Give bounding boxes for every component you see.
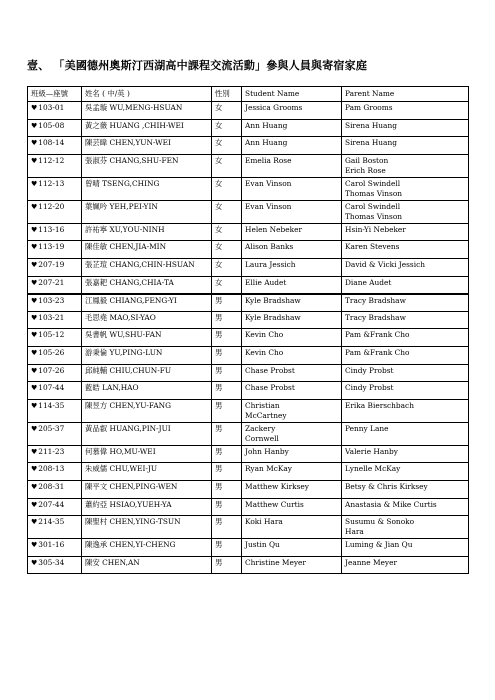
column-header-gender: 性別 <box>212 87 242 102</box>
student-name-line: Kevin Cho <box>245 330 284 340</box>
name-cell: 邱純輔 CHIU,CHUN-FU <box>82 364 212 382</box>
table-row <box>28 463 469 481</box>
student-name-cell <box>242 137 342 155</box>
student-name-cell <box>242 241 342 259</box>
student-name-cell <box>242 276 342 294</box>
class-seat-cell <box>28 399 82 422</box>
student-name-cell <box>242 399 342 422</box>
student-name-line: Zackery <box>245 423 276 433</box>
student-name-line: Chase Probst <box>245 365 295 375</box>
table-row <box>28 177 469 200</box>
gender-cell: 女 <box>212 137 242 155</box>
heart-icon: ♥ <box>31 500 38 509</box>
parent-name-cell <box>342 311 469 329</box>
table-row <box>28 382 469 400</box>
parent-name-cell <box>342 346 469 364</box>
name-cell: 何慕偉 HO,MU-WEI <box>82 445 212 463</box>
class-seat-text: 114-35 <box>38 400 65 410</box>
name-cell: 朱威儒 CHU,WEI-JU <box>82 463 212 481</box>
parent-name-cell <box>342 200 469 223</box>
parent-name-line: Hsin-Yi Nebeker <box>345 224 406 234</box>
class-seat-cell <box>28 177 82 200</box>
heart-icon: ♥ <box>31 278 38 287</box>
student-name-cell <box>242 516 342 539</box>
student-name-cell <box>242 154 342 177</box>
class-seat-cell <box>28 346 82 364</box>
name-cell: 蕭約亞 HSIAO,YUEH-YA <box>82 498 212 516</box>
roster-body <box>28 102 469 574</box>
table-row <box>28 102 469 120</box>
student-name-cell <box>242 364 342 382</box>
table-row <box>28 422 469 445</box>
gender-cell: 男 <box>212 399 242 422</box>
student-name-cell <box>242 258 342 276</box>
name-cell: 曾晴 TSENG,CHING <box>82 177 212 200</box>
parent-name-cell <box>342 177 469 200</box>
class-seat-text: 105-08 <box>38 120 65 130</box>
name-cell: 張芷瑄 CHANG,CHIN-HSUAN <box>82 258 212 276</box>
student-name-cell <box>242 539 342 557</box>
class-seat-cell <box>28 463 82 481</box>
table-row <box>28 200 469 223</box>
table-row <box>28 137 469 155</box>
class-seat-cell <box>28 556 82 574</box>
name-cell: 黃品叡 HUANG,PIN-JUI <box>82 422 212 445</box>
parent-name-cell <box>342 154 469 177</box>
class-seat-cell <box>28 241 82 259</box>
parent-name-line: Cindy Probst <box>345 383 394 393</box>
student-name-cell <box>242 200 342 223</box>
student-name-line: Evan Vinson <box>245 201 292 211</box>
parent-name-line: Pam &Frank Cho <box>345 347 410 357</box>
gender-cell: 男 <box>212 498 242 516</box>
student-name-cell <box>242 480 342 498</box>
column-header-name: 姓名 ( 中/英 ) <box>82 87 212 102</box>
class-seat-cell <box>28 445 82 463</box>
parent-name-line: David & Vicki Jessich <box>345 259 425 269</box>
parent-name-cell <box>342 445 469 463</box>
class-seat-cell <box>28 223 82 241</box>
name-cell: 黃之薇 HUANG ,CHIH-WEI <box>82 119 212 137</box>
class-seat-cell <box>28 382 82 400</box>
heart-icon: ♥ <box>31 225 38 234</box>
parent-name-line: Susumu & Sonoko <box>345 517 415 527</box>
heart-icon: ♥ <box>31 243 38 252</box>
parent-name-cell <box>342 399 469 422</box>
column-header-student: Student Name <box>242 87 342 102</box>
parent-name-line: Gail Boston <box>345 155 389 165</box>
class-seat-text: 205-37 <box>38 423 65 433</box>
heart-icon: ♥ <box>31 313 38 322</box>
heart-icon: ♥ <box>31 447 38 456</box>
table-row <box>28 294 469 312</box>
student-name-line: McCartney <box>245 410 287 420</box>
heart-icon: ♥ <box>31 121 38 130</box>
heart-icon: ♥ <box>31 465 38 474</box>
name-cell: 陳芸暐 CHEN,YUN-WEI <box>82 137 212 155</box>
gender-cell: 男 <box>212 311 242 329</box>
table-row <box>28 346 469 364</box>
gender-cell: 女 <box>212 258 242 276</box>
name-cell: 游秉倫 YU,PING-LUN <box>82 346 212 364</box>
gender-cell: 男 <box>212 539 242 557</box>
class-seat-text: 103-21 <box>38 312 65 322</box>
student-name-line: Ann Huang <box>245 120 288 130</box>
student-name-cell <box>242 463 342 481</box>
class-seat-cell <box>28 539 82 557</box>
parent-name-cell <box>342 294 469 312</box>
student-name-cell <box>242 382 342 400</box>
name-cell: 毛思堯 MAO,SI-YAO <box>82 311 212 329</box>
student-name-line: Chase Probst <box>245 383 295 393</box>
gender-cell: 女 <box>212 119 242 137</box>
parent-name-line: Betsy & Chris Kirksey <box>345 481 428 491</box>
class-seat-text: 108-14 <box>38 138 65 148</box>
class-seat-cell <box>28 422 82 445</box>
student-name-line: Cornwell <box>245 433 279 443</box>
gender-cell: 女 <box>212 223 242 241</box>
parent-name-line: Erich Rose <box>345 165 386 175</box>
name-cell: 張嘉耙 CHANG,CHIA-TA <box>82 276 212 294</box>
class-seat-text: 113-16 <box>38 224 65 234</box>
class-seat-text: 113-19 <box>38 242 65 252</box>
class-seat-cell <box>28 294 82 312</box>
name-cell: 葉姵吟 YEH,PEI-YIN <box>82 200 212 223</box>
student-name-cell <box>242 445 342 463</box>
class-seat-text: 208-31 <box>38 481 65 491</box>
parent-name-line: Karen Stevens <box>345 242 400 252</box>
parent-name-cell <box>342 241 469 259</box>
student-name-line: Emelia Rose <box>245 155 292 165</box>
class-seat-text: 211-23 <box>38 446 65 456</box>
heart-icon: ♥ <box>31 202 38 211</box>
class-seat-cell <box>28 137 82 155</box>
parent-name-line: Penny Lane <box>345 423 389 433</box>
class-seat-text: 214-35 <box>38 517 65 527</box>
class-seat-cell <box>28 516 82 539</box>
parent-name-cell <box>342 258 469 276</box>
class-seat-text: 107-26 <box>38 365 65 375</box>
parent-name-line: Diane Audet <box>345 277 392 287</box>
class-seat-text: 112-12 <box>38 155 65 165</box>
gender-cell: 男 <box>212 294 242 312</box>
student-name-cell <box>242 311 342 329</box>
student-name-line: Kevin Cho <box>245 347 284 357</box>
student-name-line: Kyle Bradshaw <box>245 295 301 305</box>
class-seat-text: 112-13 <box>38 178 65 188</box>
parent-name-line: Sirena Huang <box>345 120 397 130</box>
parent-name-cell <box>342 498 469 516</box>
gender-cell: 男 <box>212 364 242 382</box>
name-cell: 陳逸承 CHEN,YI-CHENG <box>82 539 212 557</box>
class-seat-text: 112-20 <box>38 201 65 211</box>
parent-name-cell <box>342 137 469 155</box>
parent-name-line: Hara <box>345 527 364 537</box>
student-name-cell <box>242 422 342 445</box>
parent-name-line: Thomas Vinson <box>345 211 403 221</box>
gender-cell: 女 <box>212 200 242 223</box>
class-seat-cell <box>28 119 82 137</box>
student-name-line: Christian <box>245 400 280 410</box>
parent-name-cell <box>342 463 469 481</box>
heart-icon: ♥ <box>31 348 38 357</box>
parent-name-cell <box>342 364 469 382</box>
name-cell: 陳平文 CHEN,PING-WEN <box>82 480 212 498</box>
student-name-line: Ellie Audet <box>245 277 287 287</box>
gender-cell: 男 <box>212 382 242 400</box>
gender-cell: 男 <box>212 463 242 481</box>
name-cell: 吳書帆 WU,SHU-FAN <box>82 329 212 347</box>
parent-name-cell <box>342 539 469 557</box>
gender-cell: 男 <box>212 480 242 498</box>
class-seat-cell <box>28 498 82 516</box>
student-name-line: John Hanby <box>245 446 289 456</box>
parent-name-line: Jeanne Meyer <box>345 557 398 567</box>
heart-icon: ♥ <box>31 518 38 527</box>
gender-cell: 男 <box>212 556 242 574</box>
table-row <box>28 480 469 498</box>
parent-name-line: Erika Bierschbach <box>345 400 414 410</box>
header-row <box>28 87 469 102</box>
heart-icon: ♥ <box>31 541 38 550</box>
name-cell: 陳聖村 CHEN,YING-TSUN <box>82 516 212 539</box>
heart-icon: ♥ <box>31 139 38 148</box>
parent-name-line: Carol Swindell <box>345 178 401 188</box>
table-row <box>28 154 469 177</box>
parent-name-line: Tracy Bradshaw <box>345 312 406 322</box>
class-seat-text: 105-12 <box>38 330 65 340</box>
class-seat-cell <box>28 102 82 120</box>
student-name-line: Matthew Kirksey <box>245 481 309 491</box>
class-seat-text: 207-21 <box>38 277 65 287</box>
table-row <box>28 539 469 557</box>
student-name-line: Ann Huang <box>245 138 288 148</box>
student-name-line: Matthew Curtis <box>245 499 304 509</box>
name-cell: 陳安 CHEN,AN <box>82 556 212 574</box>
document-title: 壹、 「美國德州奧斯汀西湖高中課程交流活動」參與人員與寄宿家庭 <box>27 59 368 72</box>
student-name-cell <box>242 556 342 574</box>
heart-icon: ♥ <box>31 331 38 340</box>
table-row <box>28 445 469 463</box>
gender-cell: 男 <box>212 346 242 364</box>
student-name-cell <box>242 102 342 120</box>
class-seat-cell <box>28 276 82 294</box>
gender-cell: 女 <box>212 276 242 294</box>
class-seat-cell <box>28 329 82 347</box>
name-cell: 許祐寧 XU,YOU-NINH <box>82 223 212 241</box>
parent-name-cell <box>342 516 469 539</box>
table-row <box>28 258 469 276</box>
name-cell: 吳孟璇 WU,MENG-HSUAN <box>82 102 212 120</box>
table-row <box>28 364 469 382</box>
student-name-cell <box>242 223 342 241</box>
student-name-line: Evan Vinson <box>245 178 292 188</box>
heart-icon: ♥ <box>31 296 38 305</box>
gender-cell: 男 <box>212 422 242 445</box>
student-name-line: Alison Banks <box>245 242 294 252</box>
parent-name-cell <box>342 422 469 445</box>
class-seat-text: 305-34 <box>38 557 65 567</box>
parent-name-cell <box>342 102 469 120</box>
student-name-cell <box>242 177 342 200</box>
parent-name-cell <box>342 556 469 574</box>
class-seat-text: 207-19 <box>38 259 65 269</box>
class-seat-text: 105-26 <box>38 347 65 357</box>
table-row <box>28 399 469 422</box>
table-row <box>28 223 469 241</box>
parent-name-line: Valerie Hanby <box>345 446 398 456</box>
parent-name-cell <box>342 480 469 498</box>
heart-icon: ♥ <box>31 104 38 112</box>
table-row <box>28 556 469 574</box>
student-name-cell <box>242 498 342 516</box>
class-seat-cell <box>28 258 82 276</box>
student-name-cell <box>242 346 342 364</box>
column-header-class: 班級—座號 <box>28 87 82 102</box>
heart-icon: ♥ <box>31 558 38 567</box>
student-name-cell <box>242 294 342 312</box>
student-name-line: Jessica Grooms <box>245 103 303 112</box>
heart-icon: ♥ <box>31 156 38 165</box>
gender-cell: 女 <box>212 154 242 177</box>
parent-name-line: Luming & Jian Qu <box>345 540 413 550</box>
class-seat-cell <box>28 200 82 223</box>
gender-cell: 女 <box>212 102 242 120</box>
heart-icon: ♥ <box>31 424 38 433</box>
parent-name-cell <box>342 223 469 241</box>
column-header-parent: Parent Name <box>342 87 469 102</box>
table-row <box>28 119 469 137</box>
student-name-line: Ryan McKay <box>245 464 292 474</box>
student-name-line: Christine Meyer <box>245 557 306 567</box>
gender-cell: 男 <box>212 445 242 463</box>
name-cell: 陳昱方 CHEN,YU-FANG <box>82 399 212 422</box>
name-cell: 藍皓 LAN,HAO <box>82 382 212 400</box>
student-name-cell <box>242 119 342 137</box>
class-seat-cell <box>28 480 82 498</box>
class-seat-cell <box>28 364 82 382</box>
heart-icon: ♥ <box>31 260 38 269</box>
parent-name-line: Cindy Probst <box>345 365 394 375</box>
table-row <box>28 498 469 516</box>
table-row <box>28 311 469 329</box>
parent-name-line: Pam Grooms <box>345 103 393 112</box>
parent-name-cell <box>342 382 469 400</box>
class-seat-text: 208-13 <box>38 464 65 474</box>
parent-name-line: Tracy Bradshaw <box>345 295 406 305</box>
gender-cell: 女 <box>212 177 242 200</box>
parent-name-line: Carol Swindell <box>345 201 401 211</box>
parent-name-line: Lynelle McKay <box>345 464 401 474</box>
name-cell: 張淑芬 CHANG,SHU-FEN <box>82 154 212 177</box>
student-name-cell <box>242 329 342 347</box>
table-row <box>28 516 469 539</box>
student-name-line: Kyle Bradshaw <box>245 312 301 322</box>
parent-name-cell <box>342 119 469 137</box>
parent-name-line: Anastasia & Mike Curtis <box>345 499 437 509</box>
heart-icon: ♥ <box>31 384 38 393</box>
class-seat-text: 103-01 <box>38 103 65 112</box>
parent-name-line: Thomas Vinson <box>345 188 403 198</box>
table-row <box>28 329 469 347</box>
gender-cell: 男 <box>212 516 242 539</box>
student-name-line: Koki Hara <box>245 517 283 527</box>
class-seat-text: 103-23 <box>38 295 65 305</box>
name-cell: 陳佳敏 CHEN,JIA-MIN <box>82 241 212 259</box>
gender-cell: 女 <box>212 241 242 259</box>
parent-name-line: Pam &Frank Cho <box>345 330 410 340</box>
class-seat-cell <box>28 311 82 329</box>
student-name-line: Justin Qu <box>245 540 280 550</box>
heart-icon: ♥ <box>31 482 38 491</box>
heart-icon: ♥ <box>31 401 38 410</box>
student-name-line: Helen Nebeker <box>245 224 302 234</box>
parent-name-cell <box>342 276 469 294</box>
class-seat-text: 107-44 <box>38 383 65 393</box>
parent-name-line: Sirena Huang <box>345 138 397 148</box>
gender-cell: 男 <box>212 329 242 347</box>
name-cell: 江鳳毅 CHIANG,FENG-YI <box>82 294 212 312</box>
class-seat-text: 301-16 <box>38 540 65 550</box>
class-seat-text: 207-44 <box>38 499 65 509</box>
table-row <box>28 241 469 259</box>
parent-name-cell <box>342 329 469 347</box>
class-seat-cell <box>28 154 82 177</box>
table-row <box>28 276 469 294</box>
heart-icon: ♥ <box>31 179 38 188</box>
student-name-line: Laura Jessich <box>245 259 296 269</box>
roster-table <box>27 86 469 574</box>
heart-icon: ♥ <box>31 366 38 375</box>
